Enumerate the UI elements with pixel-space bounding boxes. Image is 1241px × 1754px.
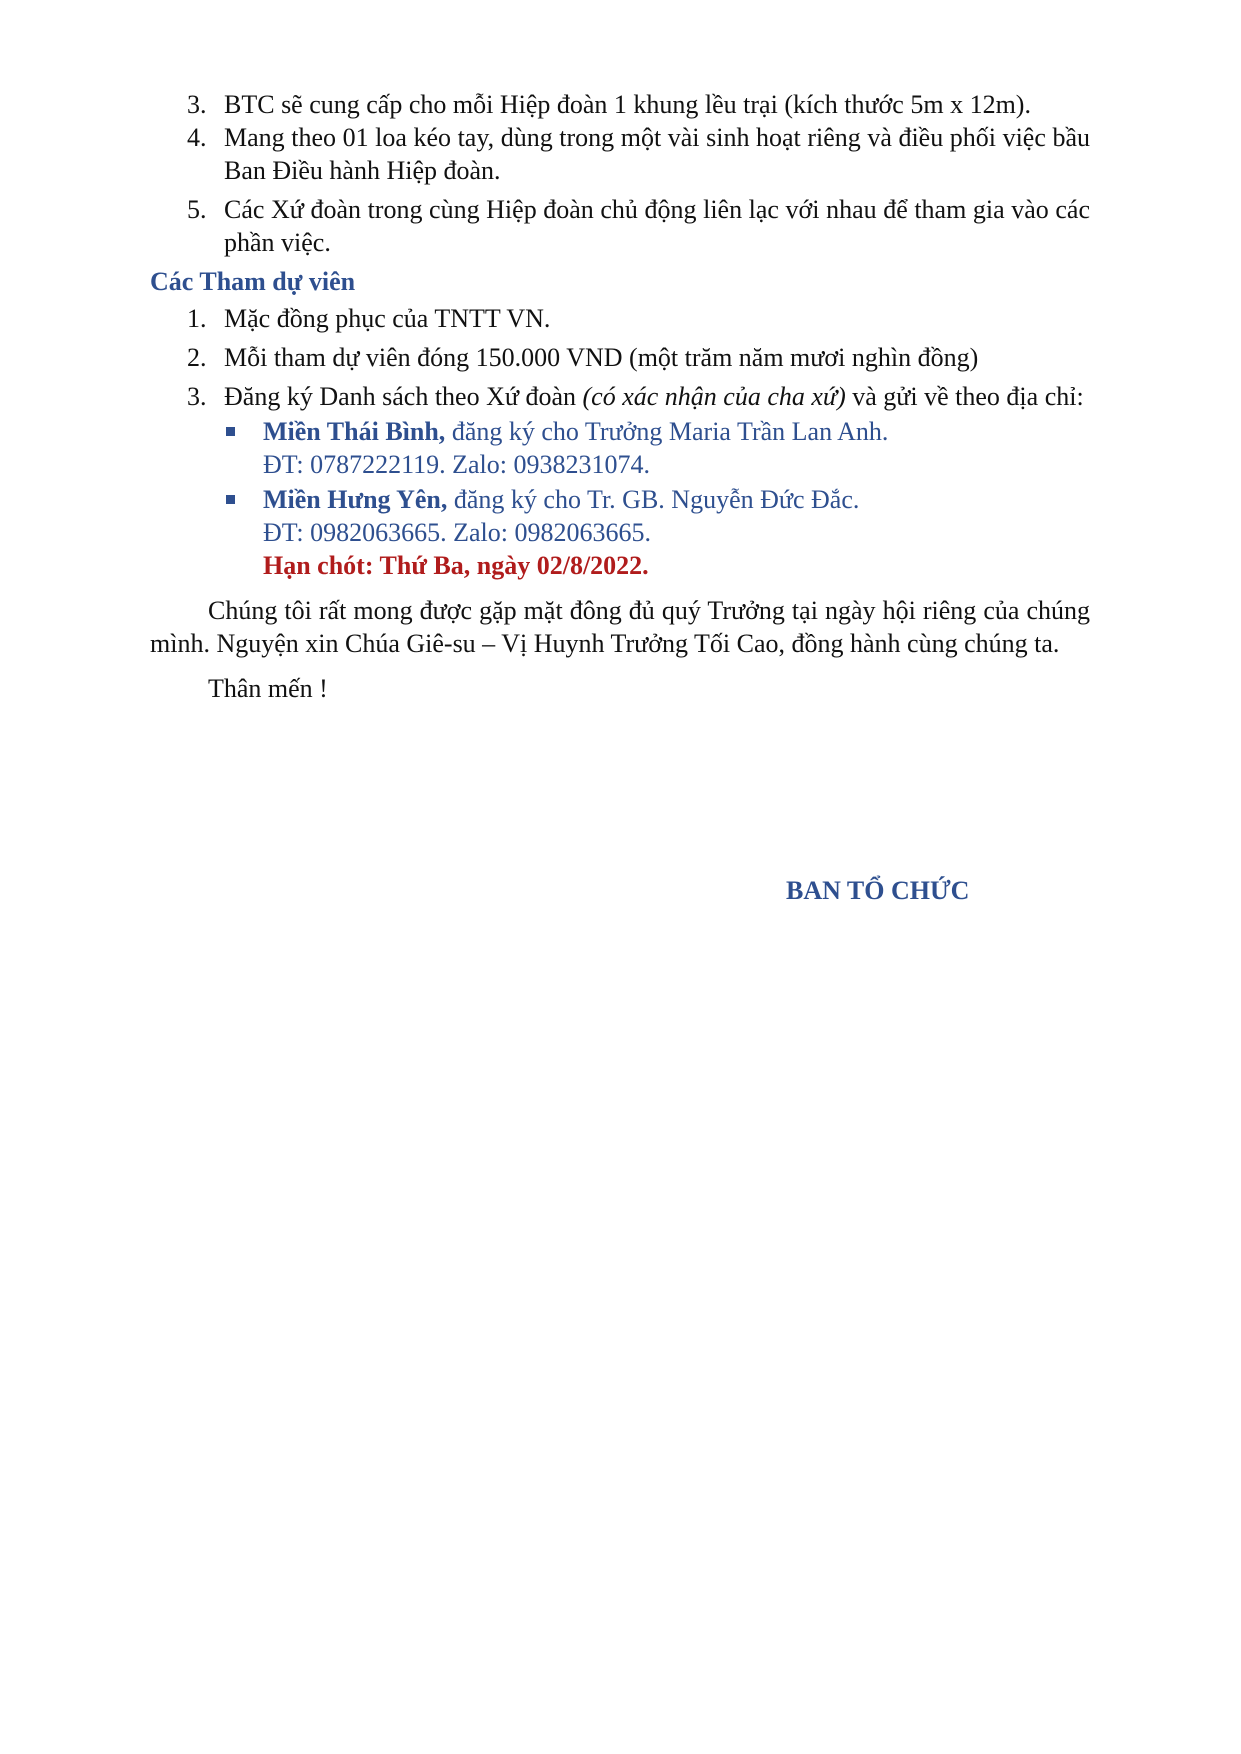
- document-body: [150, 88, 1090, 705]
- list-text: Đăng ký Danh sách theo Xứ đoàn: [224, 382, 583, 411]
- contact-detail: đăng ký cho Trưởng Maria Trần Lan Anh.: [445, 417, 889, 446]
- section-heading: Các Tham dự viên: [150, 267, 356, 296]
- list-text: Các Xứ đoàn trong cùng Hiệp đoàn chủ động liên lạc với nhau để tham gia vào các phần việc.: [224, 195, 1090, 257]
- square-bullet-icon: [226, 495, 235, 504]
- list-text: Mang theo 01 loa kéo tay, dùng trong một vài sinh hoạt riêng và điều phối việc bầu Ban Điều hành Hiệp đoàn.: [224, 123, 1090, 185]
- list-item: [150, 121, 1090, 187]
- list-text: Mặc đồng phục của TNTT VN.: [224, 304, 551, 333]
- contact-name: Miền Hưng Yên,: [263, 485, 448, 514]
- list-item: [150, 380, 1090, 413]
- list-text: BTC sẽ cung cấp cho mỗi Hiệp đoàn 1 khung lều trại (kích thước 5m x 12m).: [224, 90, 1031, 119]
- list-text: và gửi về theo địa chỉ:: [845, 382, 1084, 411]
- contact-item: [150, 483, 1090, 549]
- list-number: 3.: [187, 382, 207, 411]
- list-item: [150, 193, 1090, 259]
- list-number: 5.: [187, 195, 207, 224]
- list-item: [150, 88, 1090, 121]
- contact-phone: ĐT: 0982063665. Zalo: 0982063665.: [263, 518, 651, 547]
- list-number: 4.: [187, 123, 207, 152]
- list-number: 2.: [187, 343, 207, 372]
- list-item: [150, 302, 1090, 335]
- signature-organizer: BAN TỔ CHỨC: [786, 876, 970, 905]
- contact-name: Miền Thái Bình,: [263, 417, 446, 446]
- contact-item: [150, 415, 1090, 481]
- list-number: 3.: [187, 90, 207, 119]
- list-item: [150, 341, 1090, 374]
- contact-phone: ĐT: 0787222119. Zalo: 0938231074.: [263, 450, 650, 479]
- square-bullet-icon: [226, 427, 235, 436]
- contact-detail: đăng ký cho Tr. GB. Nguyễn Đức Đắc.: [447, 485, 860, 514]
- closing-greeting: Thân mến !: [208, 674, 328, 703]
- closing-paragraph: Chúng tôi rất mong được gặp mặt đông đủ quý Trưởng tại ngày hội riêng của chúng mình. Nguyện xin Chúa Giê-su – Vị Huynh Trưởng Tối Cao, đồng hành cùng chúng ta.: [150, 596, 1090, 658]
- list-number: 1.: [187, 304, 207, 333]
- deadline-text: Hạn chót: Thứ Ba, ngày 02/8/2022.: [263, 551, 649, 580]
- list-text-italic: (có xác nhận của cha xứ): [582, 382, 846, 411]
- list-text: Mỗi tham dự viên đóng 150.000 VND (một trăm năm mươi nghìn đồng): [224, 343, 979, 372]
